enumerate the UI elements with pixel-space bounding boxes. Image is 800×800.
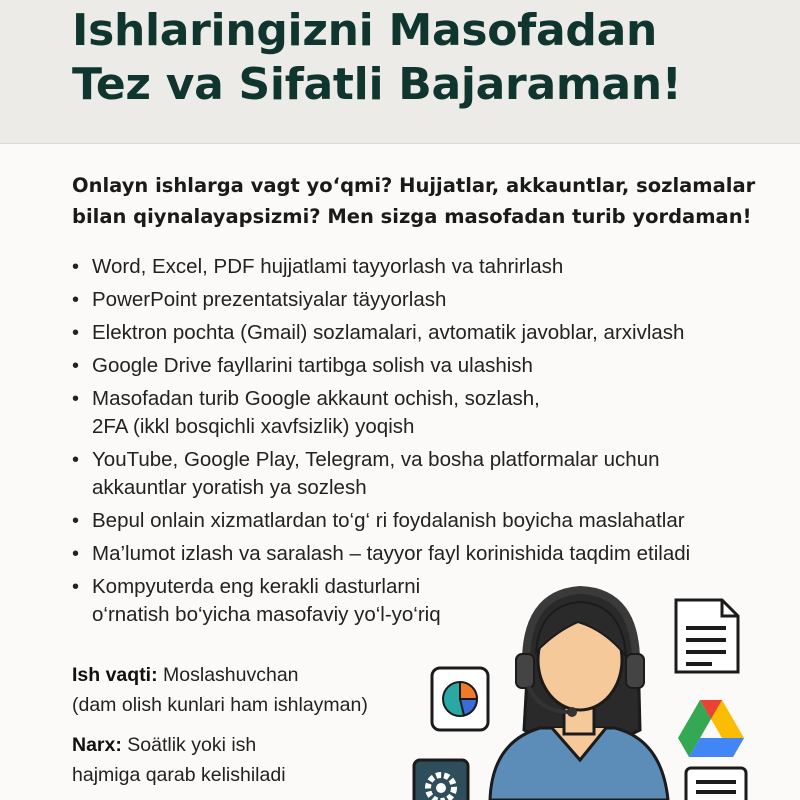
bullet: •	[72, 576, 80, 598]
service-item	[72, 446, 792, 502]
service-item	[72, 385, 792, 441]
work-time-label: Ish vaqti:	[72, 664, 158, 686]
title-line-1: Ishlaringizni Masofadan	[72, 5, 658, 56]
service-text: Kompyuterda eng kerakli dasturlarni o‘rnatish bo‘yicha masofaviy yo‘l-yo‘riq	[92, 575, 441, 626]
bullet: •	[72, 322, 80, 344]
intro-line-2: bilan qiynalayapsizmi? Men sizga masofadan turib yordaman!	[72, 205, 752, 228]
google-drive-icon	[678, 700, 744, 757]
headset-earcup-right	[626, 654, 644, 688]
service-text: Elektron pochta (Gmail) sozlamalari, avtomatik javoblar, arxivlash	[92, 321, 685, 344]
message-icon	[686, 768, 746, 800]
bullet: •	[72, 543, 80, 565]
bullet: •	[72, 355, 80, 377]
intro-text	[72, 170, 792, 232]
headset-mic	[567, 707, 577, 717]
service-text: YouTube, Google Play, Telegram, va bosha platformalar uchun akkauntlar yoratish ya sozlesh	[92, 448, 660, 499]
headset-earcup-left	[516, 654, 534, 688]
service-item	[72, 286, 792, 314]
service-text: Ma’lumot izlash va saralash – tayyor fayl korinishida taqdim etiladi	[92, 542, 691, 565]
service-item	[72, 319, 792, 347]
title-line-2: Tez va Sifatli Bajaraman!	[72, 59, 682, 110]
service-text: Bepul onlain xizmatlardan to‘g‘ ri foydalanish boyicha maslahatlar	[92, 509, 685, 532]
document-icon	[676, 600, 738, 672]
price	[72, 730, 432, 790]
price-label: Narx:	[72, 734, 122, 756]
bullet: •	[72, 449, 80, 471]
bullet: •	[72, 388, 80, 410]
service-text: PowerPoint prezentatsiyalar täyyorlash	[92, 288, 447, 311]
service-item	[72, 352, 792, 380]
page-title	[72, 4, 682, 112]
service-item	[72, 253, 792, 281]
bullet: •	[72, 510, 80, 532]
support-agent-illustration	[400, 560, 800, 800]
service-text: Word, Excel, PDF hujjatlami tayyorlash va tahrirlash	[92, 255, 564, 278]
chart-icon	[432, 668, 488, 730]
gear-icon	[414, 760, 468, 800]
service-text: Google Drive fayllarini tartibga solish va ulashish	[92, 354, 533, 377]
service-item	[72, 507, 792, 535]
bullet: •	[72, 256, 80, 278]
header-banner	[0, 0, 800, 144]
intro-line-1: Onlayn ishlarga vagt yo‘qmi? Hujjatlar, akkauntlar, sozlamalar	[72, 174, 756, 197]
service-text: Masofadan turib Google akkaunt ochish, sozlash, 2FA (ikkl bosqichli xavfsizlik) yoqish	[92, 387, 540, 438]
agent-figure	[490, 590, 668, 800]
work-time	[72, 660, 432, 720]
work-time-value: Moslashuvchan (dam olish kunlari ham ishlayman)	[72, 664, 368, 716]
bullet: •	[72, 289, 80, 311]
price-value: Soätlik yoki ish hajmiga qarab kelishiladi	[72, 734, 286, 786]
